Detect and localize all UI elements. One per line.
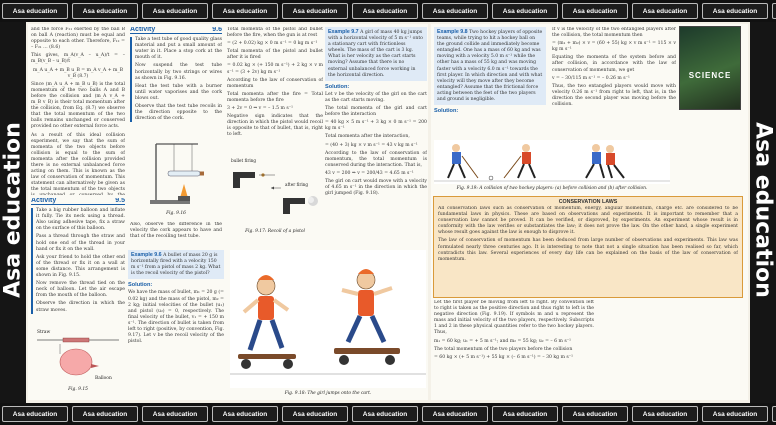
activity-label: Activity bbox=[31, 198, 57, 204]
example-9-8 bbox=[434, 27, 546, 145]
conservation-laws-title: CONSERVATION LAWS bbox=[558, 199, 618, 205]
watermark-chip: Asa education bbox=[422, 406, 488, 422]
watermark-chip: Asa education bbox=[352, 406, 418, 422]
figure-9-19 bbox=[434, 140, 670, 194]
watermark-chip: Asa education bbox=[702, 406, 768, 422]
paragraph: This gives, m_A(v_A – u_A)/t = – m_B(v_B – u_B)/t bbox=[31, 53, 125, 65]
watermark-chip: Asa education bbox=[632, 406, 698, 422]
watermark-banner-bottom bbox=[0, 403, 776, 425]
equation: 43 v = 200 ⇒ v = 200/43 = 4.65 m s⁻¹ bbox=[325, 170, 414, 176]
paragraph: Equating the momenta of the system before and after collision, in accordance with the law of conservation of momentum, we get bbox=[552, 55, 676, 73]
watermark-chip: Asa education bbox=[72, 406, 138, 422]
solution-heading: Solution: bbox=[128, 282, 153, 289]
watermark-side-right: Asa education bbox=[750, 122, 776, 298]
watermark-chip: Asa education bbox=[282, 3, 348, 19]
solution-text: The girl on cart would move with a velocity of 4.65 m s⁻¹ in the direction in which the girl jumped (Fig. 9.18). bbox=[325, 178, 427, 197]
paragraph: Also, observe the difference in the velocity the cork appears to have and that of the recoiling test tube. bbox=[130, 222, 222, 240]
activity-item: Pass a thread through the straw and hold one end of the thread in your hand or fix it on the wall. bbox=[36, 234, 125, 252]
figure-label-straw: Straw bbox=[37, 330, 51, 335]
figure-label-balloon: Balloon bbox=[95, 376, 112, 381]
paragraph: Total momenta of the pistol and bullet before the fire, when the gun is at rest bbox=[227, 27, 323, 39]
equation: = 40 kg × 5 m s⁻¹ + 3 kg × 0 m s⁻¹ = 200 kg m s⁻¹ bbox=[325, 120, 427, 132]
example-problem: A girl of mass 40 kg jumps with a horizontal velocity of 5 m s⁻¹ onto a stationary cart with frictionless wheels. The mass of the cart is 3 kg. What is her velocity as the cart starts moving? Assume that there is no external unbalanced force working in the horizontal direction. bbox=[328, 30, 423, 78]
watermark-chip: Asa education bbox=[702, 3, 768, 19]
solution-heading: Solution: bbox=[325, 83, 350, 90]
watermark-banner-top bbox=[0, 0, 776, 22]
paragraph: All conservation laws such as conservation of momentum, energy, angular momentum, charge etc. are considered to be fundamental laws in physics. These are based on observations and experiments. It is important to remember that a conservation law cannot be proved. It can be verified, or disproved, by experiments. An experiment whose result is in conformity with the law verifies or substantiates the law; it does not prove the law. On the other hand, a single experiment whose result goes against the law is enough to disprove it. bbox=[438, 206, 738, 236]
conservation-laws-box bbox=[433, 196, 743, 298]
figure-label-after: after firing bbox=[285, 182, 309, 187]
paragraph: If v is the velocity of the two entangled players after the collision, the total momentum then bbox=[552, 27, 676, 39]
activity-item: Heat the test tube with a burner until water vaporises and the cork blows out. bbox=[135, 83, 222, 101]
watermark-chip: Asa education bbox=[352, 3, 418, 19]
activity-items bbox=[31, 208, 125, 314]
solution-text: Let v be the velocity of the girl on the cart as the cart starts moving. bbox=[325, 91, 427, 103]
watermark-side-left: Asa education bbox=[0, 122, 26, 298]
activity-9-5 bbox=[31, 198, 125, 318]
equation: = (m₁ + m₂) × v = (60 + 55) kg × v m s⁻¹ = 115 × v kg m s⁻¹ bbox=[552, 41, 676, 53]
watermark-chip: Asa education bbox=[212, 406, 278, 422]
equation: = 0.02 kg × (+ 150 m s⁻¹) + 2 kg × v m s⁻¹ = (3 + 2v) kg m s⁻¹ bbox=[227, 63, 323, 75]
watermark-chip: Asa education bbox=[562, 3, 628, 19]
watermark-chip: Asa education bbox=[422, 3, 488, 19]
watermark-chip: Asa education bbox=[492, 406, 558, 422]
watermark-chip bbox=[772, 406, 776, 422]
conservation-laws-text bbox=[438, 206, 738, 296]
figure-caption: Fig. 9.18: The girl jumps onto the cart. bbox=[284, 391, 372, 396]
equation: m₁ = 60 kg; u₁ = + 5 m s⁻¹; and m₂ = 55 kg; u₂ = – 6 m s⁻¹ bbox=[434, 338, 571, 344]
activity-item: Ask your friend to hold the other end of the thread or fix it on a wall at some distance. This arrangement is shown in Fig. 9.15. bbox=[36, 254, 125, 279]
paragraph: Total momenta after the fire = Total momenta before the fire bbox=[227, 91, 323, 103]
solution-text: We have the mass of bullet, m₁ = 20 g (= 0.02 kg) and the mass of the pistol, m₂ = 2 kg; initial velocities of the bullet (u₁) and pistol (u₂) = 0, respectively. The final velocity of the bullet, v₁ = + 150 m s⁻¹. The direction of bullet is taken from left to right (positive, by convention, Fig. 9.17). Let v be the recoil velocity of the pistol. bbox=[128, 290, 224, 345]
equation: v = – 30/115 m s⁻¹ = – 0.26 m s⁻¹ bbox=[552, 75, 630, 81]
hockey-collision-diagram bbox=[434, 140, 670, 184]
activity-item: Now suspend the test tube horizontally by two strings or wires as shown in Fig. 9.16. bbox=[135, 63, 222, 81]
paragraph: and the force F₂₁ exerted by the ball B on ball A (reaction) must be equal and opposite to each other. Therefore, F₁₂ = – F₂₁ … (8.6) bbox=[31, 27, 125, 51]
activity-heading bbox=[130, 27, 222, 34]
activity-item: Observe the direction in which the straw moves. bbox=[36, 301, 125, 313]
girl-cart-diagram bbox=[230, 250, 426, 388]
text-column-1 bbox=[31, 27, 125, 195]
example-9-6 bbox=[128, 250, 224, 396]
activity-item: Take a test tube of good quality glass material and put a small amount of water in it. Place a stop cork at the mouth of it. bbox=[135, 37, 222, 61]
example-heading: Example 9.8 bbox=[437, 29, 468, 35]
test-tube-stand-diagram bbox=[132, 138, 220, 208]
watermark-chip: Asa education bbox=[142, 3, 208, 19]
watermark-chip: Asa education bbox=[2, 3, 68, 19]
equation: 3 + 2v = 0 ⇒ v = – 1.5 m s⁻¹ bbox=[227, 106, 293, 112]
example-problem: A bullet of mass 20 g is horizontally fired with a velocity 150 m s⁻¹ from a pistol of mass 2 kg. What is the recoil velocity of the pistol? bbox=[131, 253, 221, 277]
watermark-chip: Asa education bbox=[282, 406, 348, 422]
pistol-recoil-diagram bbox=[227, 158, 323, 226]
watermark-chip: Asa education bbox=[72, 3, 138, 19]
example-9-8-solution bbox=[434, 300, 594, 398]
activity-item: Take a big rubber balloon and inflate it fully. Tie its neck using a thread. Also using adhesive tape, fix a straw on the surface of this balloon. bbox=[36, 208, 125, 232]
text-column-3 bbox=[227, 27, 323, 155]
figure-9-18 bbox=[230, 250, 426, 398]
paragraph: Since (m_A u_A + m_B u_B) is the total momentum of the two balls A and B before the collision and (m_A v_A + m_B v_B) is their total momentum after the collision, from Eq. (8.7) we observe that the total momentum of the two balls remains unchanged or conserved provided no other external force acts. bbox=[31, 81, 125, 130]
solution-text: Let the first player be moving from left to right. By convention left to right is taken as the positive direction and thus right to left is the negative direction (Fig. 9.19). If symbols m and u represent the mass and initial velocity of the two players, respectively. Subscripts 1 and 2 in these physical quantities refer to the two hockey players. Thus, bbox=[434, 300, 594, 336]
equation: m_A u_A + m_B u_B = m_A v_A + m_B v_B (8.7) bbox=[32, 67, 124, 79]
example-9-7 bbox=[325, 27, 427, 237]
activity-9-6-observation bbox=[130, 222, 222, 248]
example-box bbox=[325, 27, 427, 81]
figure-9-16 bbox=[132, 138, 220, 218]
figure-caption: Fig. 9.17: Recoil of a pistol bbox=[245, 229, 305, 234]
figure-label-bullet: bullet firing bbox=[231, 158, 257, 163]
paragraph: Thus, the two entangled players would move with velocity 0.26 m s⁻¹ from right to left, that is, in the direction the second player was moving before the collision. bbox=[552, 83, 676, 108]
solution-text: The total momentum of the two players before the collision bbox=[434, 346, 573, 352]
solution-heading: Solution: bbox=[434, 108, 459, 115]
text-column-6 bbox=[552, 27, 676, 139]
activity-label: Activity bbox=[130, 27, 156, 33]
activity-items bbox=[130, 37, 222, 122]
solution-text: According to the law of conservation of momentum, the total momentum is conserved during the interaction. That is, bbox=[325, 150, 427, 168]
activity-heading bbox=[31, 198, 125, 205]
example-heading: Example 9.6 bbox=[131, 252, 162, 258]
watermark-chip: Asa education bbox=[632, 3, 698, 19]
activity-9-6 bbox=[130, 27, 222, 137]
cover-title: SCIENCE bbox=[688, 71, 732, 80]
figure-caption: Fig. 9.15 bbox=[68, 387, 88, 392]
example-box bbox=[434, 27, 546, 105]
paragraph: According to the law of conservation of momentum bbox=[227, 77, 323, 89]
paragraph: Negative sign indicates that the direction in which the pistol would recoil is opposite to that of bullet, that is, right to left. bbox=[227, 114, 323, 138]
activity-number: 9.6 bbox=[212, 27, 222, 33]
watermark-chip: Asa education bbox=[212, 3, 278, 19]
solution-text: The total momenta of the girl and cart before the interaction bbox=[325, 106, 427, 118]
paragraph: As a result of this ideal collision experiment, we say that the sum of momenta of the two objects before collision is equal to the sum of momenta after the collision provided there is no external unbalanced force acting on them. This is known as the law of conservation of momentum. This statement can alternatively be given as the total momentum of the two objects bbox=[31, 132, 125, 193]
example-problem: Two hockey players of opposite teams, while trying to hit a hockey ball on the ground collide and immediately become entangled. One has a mass of 60 kg and was moving with a velocity 5.0 m s⁻¹ while the other has a mass of 55 kg and was moving faster with a velocity 6.0 m s⁻¹ towards the first player. In which direction and with what velocity will they move after they become entangled? Assume that the frictional force acting between the feet of the two players and ground is negligible. bbox=[437, 30, 543, 103]
science-book-cover bbox=[679, 26, 741, 110]
activity-item: Now remove the thread tied on the neck of balloon. Let the air escape from the mouth of the balloon. bbox=[36, 281, 125, 299]
watermark-chip: Asa education bbox=[2, 406, 68, 422]
equation: = (40 + 3) kg × v m s⁻¹ = 43 v kg m s⁻¹ bbox=[325, 142, 418, 148]
solution-text: Total momenta after the interaction, bbox=[325, 134, 410, 140]
activity-item: Observe that the test tube recoils in the direction opposite to the direction of the cork. bbox=[135, 104, 222, 122]
watermark-chip: Asa education bbox=[142, 406, 208, 422]
watermark-chip bbox=[772, 3, 776, 19]
figure-caption: Fig. 9.16 bbox=[166, 211, 186, 216]
example-heading: Example 9.7 bbox=[328, 29, 359, 35]
figure-9-15 bbox=[33, 320, 123, 394]
activity-number: 9.5 bbox=[115, 198, 125, 204]
figure-9-17 bbox=[227, 158, 323, 236]
paragraph: The law of conservation of momentum has been deduced from large number of observations and experiments. This law was formulated nearly three centuries ago. It is interesting to note that not a single situation has been realised so far, which contradicts this law. Several experiences of every day life can be explained on the basis of the law of conservation of momentum. bbox=[438, 238, 738, 262]
paragraph: Total momenta of the pistol and bullet after it is fired bbox=[227, 49, 323, 61]
example-box bbox=[128, 250, 224, 279]
figure-caption: Fig. 9.19: A collision of two hockey players: (a) before collision and (b) after collision. bbox=[456, 186, 648, 191]
equation: = 60 kg × (+ 5 m s⁻¹) + 55 kg × (– 6 m s⁻¹) = – 30 kg m s⁻¹ bbox=[434, 354, 574, 360]
watermark-chip: Asa education bbox=[562, 406, 628, 422]
watermark-chip: Asa education bbox=[492, 3, 558, 19]
equation: = (2 + 0.02) kg × 0 m s⁻¹ = 0 kg m s⁻¹ bbox=[227, 41, 318, 47]
